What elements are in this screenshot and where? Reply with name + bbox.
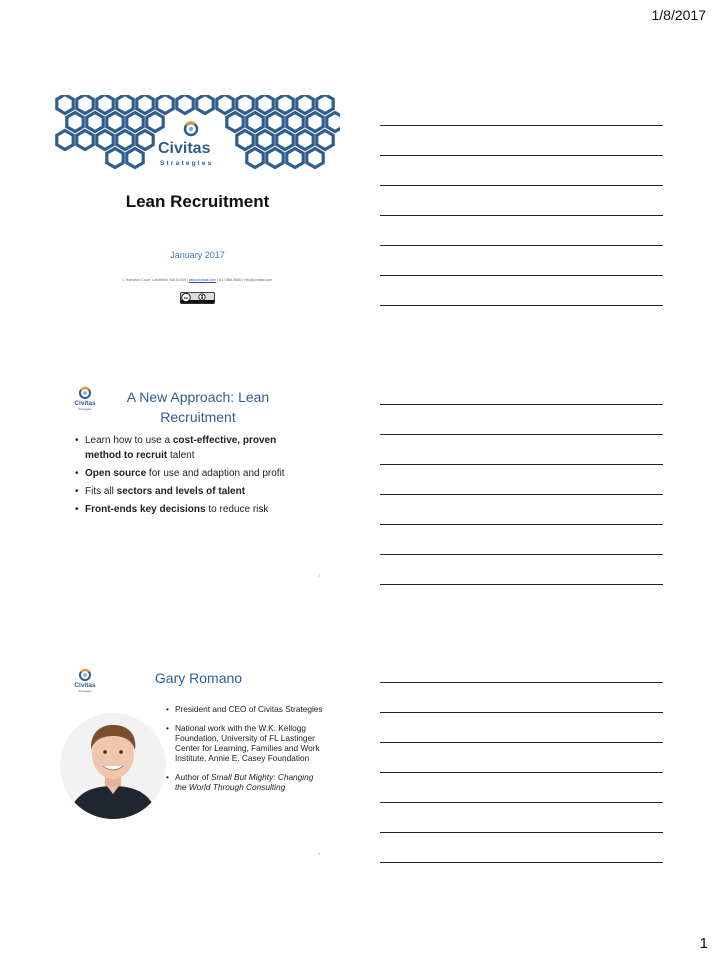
civitas-mini-logo-icon	[72, 668, 98, 694]
contact-phone: 617.866.0666	[219, 278, 242, 282]
note-line	[380, 862, 663, 863]
slide-2	[55, 378, 340, 593]
note-line	[380, 275, 663, 276]
banner-logo-name: Civitas	[158, 140, 211, 157]
note-line	[380, 125, 663, 126]
creative-commons-badge-icon	[180, 292, 215, 304]
note-line	[380, 742, 663, 743]
note-line	[380, 772, 663, 773]
mini-logo-tagline: Strategies	[78, 689, 92, 693]
note-line	[380, 305, 663, 306]
slide-2-title-line1: A New Approach: Lean	[126, 389, 270, 405]
page-date: 1/8/2017	[651, 7, 706, 23]
cc-badge-label: cc	[183, 295, 189, 300]
page-number: 1	[699, 935, 708, 952]
bullet-item: • Fits all sectors and levels of talent	[73, 484, 313, 499]
note-line	[380, 712, 663, 713]
note-line	[380, 215, 663, 216]
slide-1-title: Lean Recruitment	[125, 192, 270, 211]
slide-2-number: 2	[318, 574, 320, 578]
slide-2-title	[110, 387, 286, 427]
note-line	[380, 185, 663, 186]
note-line	[380, 155, 663, 156]
slide-3-bullet-list	[165, 704, 327, 801]
bullet-item: • Author of Small But Mighty: Changing the World Through Consulting	[165, 772, 327, 792]
civitas-hexagon-banner-logo	[55, 95, 340, 170]
banner-logo-tagline: Strategies	[160, 160, 214, 167]
note-line	[380, 464, 663, 465]
contact-address: 1 Hampton Court, Larchfield, MA 01949	[122, 278, 186, 282]
slide-2-bullet-list	[73, 433, 313, 520]
bullet-item: • Open source for use and adaption and profit	[73, 466, 313, 481]
note-line	[380, 802, 663, 803]
bullet-item: • Front-ends key decisions to reduce risk	[73, 502, 313, 517]
bullet-item: • National work with the W.K. Kellogg Foundation, University of FL Lastinger Center for Learning, Families and Work Institute, Annie E. Casey Foundation	[165, 723, 327, 763]
slide-3	[55, 660, 340, 875]
slide-1-date: January 2017	[170, 250, 225, 260]
note-line	[380, 554, 663, 555]
note-line	[380, 584, 663, 585]
slide-3-title: Gary Romano	[154, 670, 243, 686]
contact-line: 1 Hampton Court, Larchfield, MA 01949 | www.civitast.com | 617.866.0666 | info@civitast.com	[122, 278, 273, 282]
bullet-item: • Learn how to use a cost-effective, proven method to recruit talent	[73, 433, 313, 463]
contact-email: info@civitast.com	[244, 278, 273, 282]
note-line	[380, 245, 663, 246]
note-line	[380, 434, 663, 435]
mini-logo-name: Civitas	[74, 682, 96, 689]
note-line	[380, 404, 663, 405]
note-line	[380, 494, 663, 495]
contact-website-link[interactable]: www.civitast.com	[188, 278, 217, 282]
bullet-item: • President and CEO of Civitas Strategies	[165, 704, 327, 714]
note-line	[380, 524, 663, 525]
mini-logo-tagline: Strategies	[78, 407, 92, 411]
slide-2-title-line2: Recruitment	[160, 409, 236, 425]
note-line	[380, 832, 663, 833]
civitas-mini-logo-icon	[72, 386, 98, 412]
slide-1	[55, 92, 340, 307]
portrait-photo	[60, 712, 166, 820]
slide-3-number: 3	[318, 852, 320, 856]
mini-logo-name: Civitas	[74, 400, 96, 407]
note-line	[380, 682, 663, 683]
